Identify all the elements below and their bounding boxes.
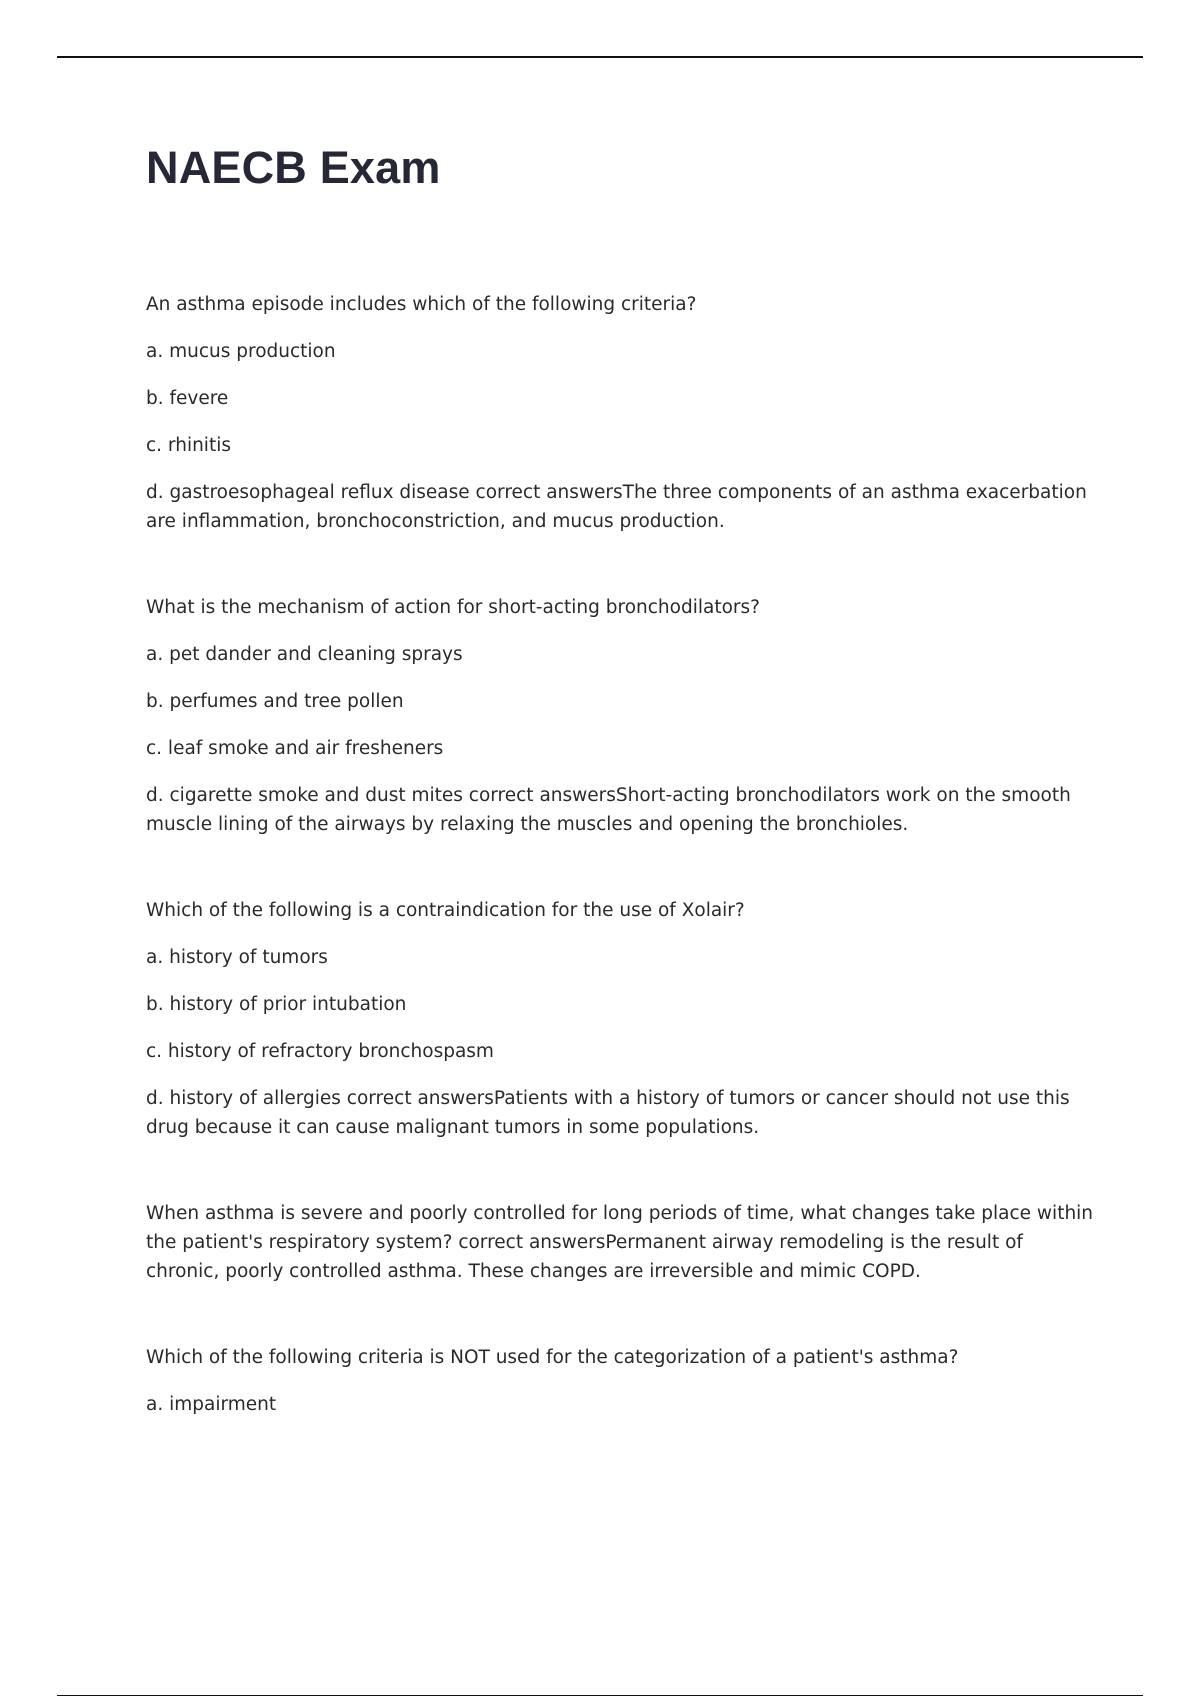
question-block	[146, 1199, 1094, 1286]
answer-option: c. leaf smoke and air fresheners	[146, 738, 444, 759]
answer-option: b. perfumes and tree pollen	[146, 691, 404, 712]
question-text: An asthma episode includes which of the following criteria?	[146, 294, 697, 315]
bottom-rule	[57, 1695, 1143, 1696]
answer-option: b. history of prior intubation	[146, 994, 407, 1015]
question-list	[146, 290, 1094, 1476]
answer-option: a. history of tumors	[146, 947, 328, 968]
question-block	[146, 1343, 1094, 1419]
answer-option: d. history of allergies correct answersPatients with a history of tumors or cancer should not use this drug because it can cause malignant tumors in some populations.	[146, 1088, 1070, 1138]
question-text: What is the mechanism of action for short-acting bronchodilators?	[146, 597, 760, 618]
question-block	[146, 593, 1094, 839]
answer-option: c. rhinitis	[146, 435, 231, 456]
top-rule	[57, 56, 1143, 58]
question-block	[146, 896, 1094, 1142]
answer-option: a. impairment	[146, 1394, 277, 1415]
answer-option: d. cigarette smoke and dust mites correct answersShort-acting bronchodilators work on the smooth muscle lining of the airways by relaxing the muscles and opening the bronchioles.	[146, 785, 1071, 835]
answer-option: a. mucus production	[146, 341, 336, 362]
question-text: Which of the following is a contraindication for the use of Xolair?	[146, 900, 745, 921]
question-text: Which of the following criteria is NOT used for the categorization of a patient's asthma?	[146, 1347, 959, 1368]
answer-option: b. fevere	[146, 388, 229, 409]
answer-option: c. history of refractory bronchospasm	[146, 1041, 494, 1062]
answer-option: a. pet dander and cleaning sprays	[146, 644, 463, 665]
answer-option: d. gastroesophageal reflux disease correct answersThe three components of an asthma exacerbation are inflammation, bronchoconstriction, and mucus production.	[146, 482, 1087, 532]
page-title: NAECB Exam	[146, 142, 441, 193]
question-block	[146, 290, 1094, 536]
question-text: When asthma is severe and poorly controlled for long periods of time, what changes take place within the patient's respiratory system? correct answersPermanent airway remodeling is the result of chronic, poorly controlled asthma. These changes are irreversible and mimic COPD.	[146, 1203, 1094, 1282]
